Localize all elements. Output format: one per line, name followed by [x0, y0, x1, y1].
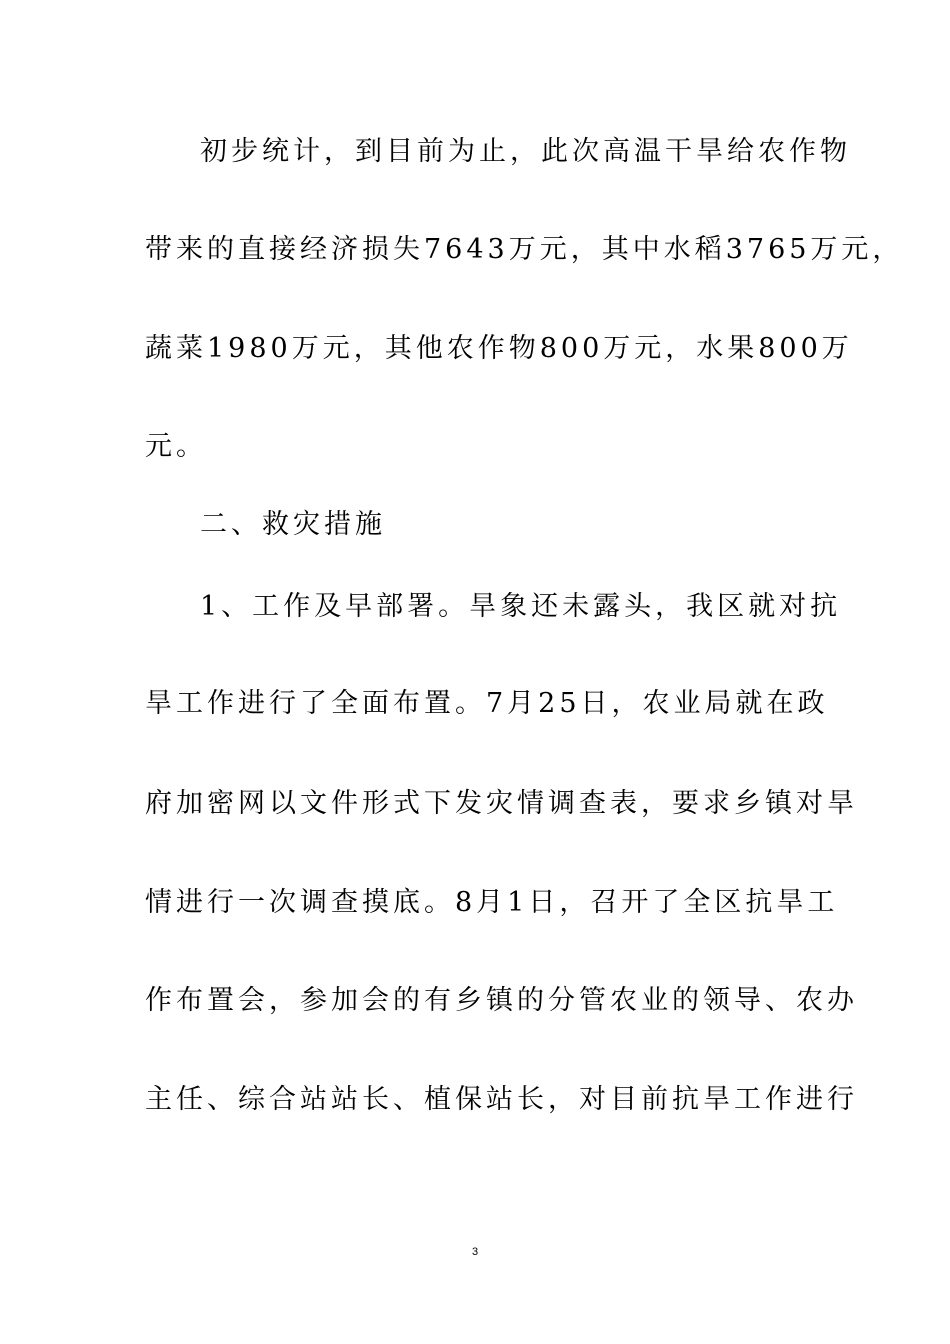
paragraph-line: 蔬菜1980万元，其他农作物800万元，水果800万 [145, 333, 853, 364]
paragraph-line: 旱工作进行了全面布置。7月25日，农业局就在政 [145, 688, 829, 719]
paragraph-line: 作布置会，参加会的有乡镇的分管农业的领导、农办 [145, 985, 858, 1016]
page-number: 3 [471, 1246, 479, 1258]
paragraph-line: 府加密网以文件形式下发灾情调查表，要求乡镇对旱 [145, 788, 858, 819]
paragraph-line: 1、工作及早部署。旱象还未露头，我区就对抗 [200, 591, 842, 622]
paragraph-line: 元。 [145, 431, 207, 462]
section-heading: 二、救灾措施 [200, 509, 386, 540]
paragraph-line: 初步统计，到目前为止，此次高温干旱给农作物 [200, 136, 851, 167]
paragraph-line: 主任、综合站站长、植保站长，对目前抗旱工作进行 [145, 1084, 858, 1115]
paragraph-line: 带来的直接经济损失7643万元，其中水稻3765万元， [145, 234, 904, 265]
paragraph-line: 情进行一次调查摸底。8月1日，召开了全区抗旱工 [145, 887, 839, 918]
